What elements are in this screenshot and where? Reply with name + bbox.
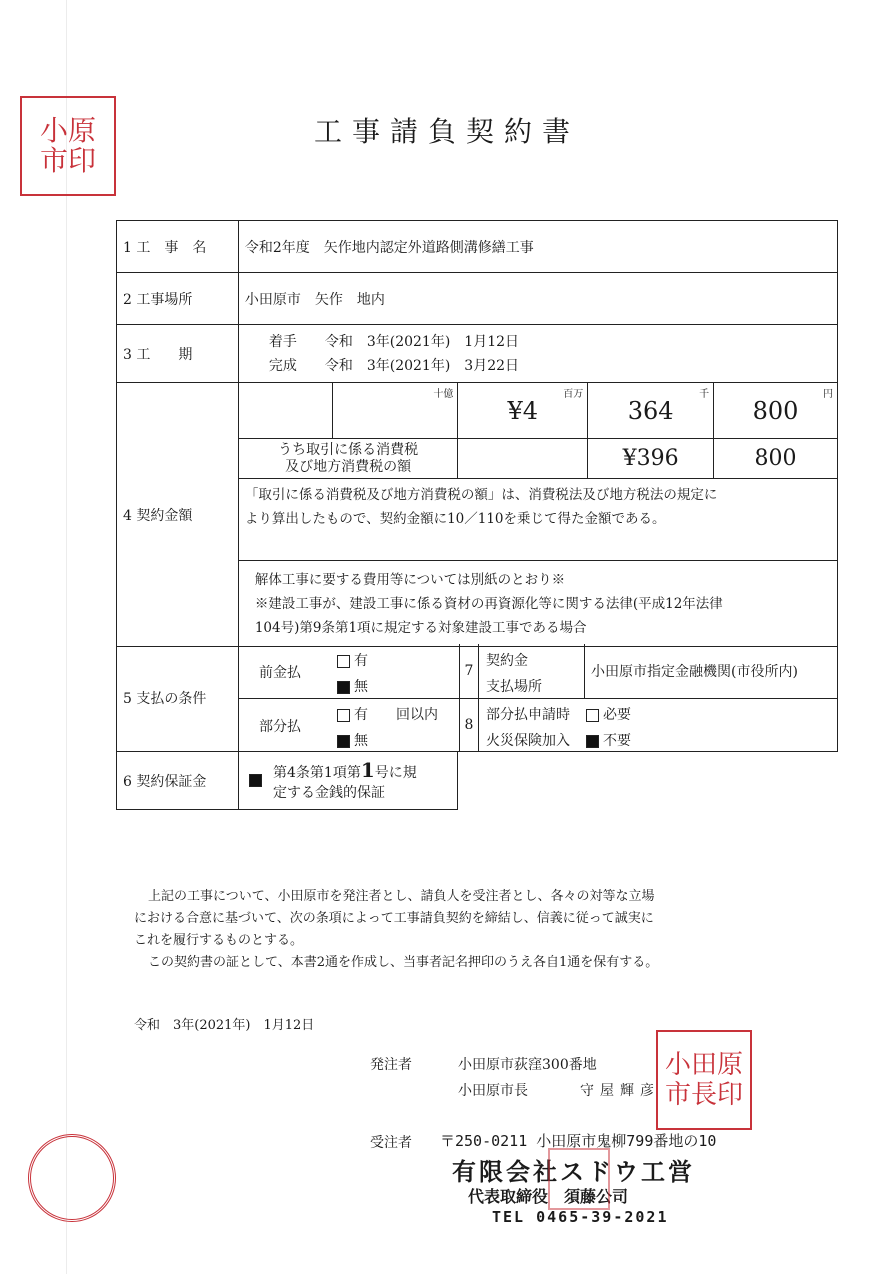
guarantee-line1-b: 号に規 (374, 765, 417, 781)
row3-label: 3 工 期 (117, 325, 239, 383)
row1-label: 1 工 事 名 (117, 221, 239, 273)
unit-juoku: 十億 (433, 389, 454, 400)
body-line-3: これを履行するものとする。 (134, 933, 304, 948)
advance-no-label: 無 (354, 679, 368, 695)
unit-en: 円 (823, 389, 833, 400)
tax-thousand: ¥396 (588, 439, 714, 479)
need-label: 必要 (603, 707, 631, 723)
item-8-number: 8 (460, 698, 479, 752)
city-seal-left: 小原 市印 (20, 96, 116, 196)
project-location: 小田原市 矢作 地内 (238, 273, 837, 325)
payment-block (116, 644, 838, 752)
guarantee-row (116, 752, 458, 810)
project-name: 令和2年度 矢作地内認定外道路側溝修繕工事 (238, 221, 837, 273)
contract-table (116, 220, 838, 647)
fire-insurance-label: 火災保険加入 (486, 733, 570, 749)
row5-label: 5 支払の条件 (117, 644, 239, 752)
tax-label: うち取引に係る消費税 及び地方消費税の額 (238, 439, 458, 479)
not-need-checkbox (586, 735, 599, 748)
advance-label: 前金払 (259, 665, 301, 681)
partial-times: 回以内 (396, 707, 438, 723)
guarantee-line2: 定する金銭的保証 (273, 785, 385, 801)
advance-no-checkbox (337, 681, 350, 694)
contractor-representative: 代表取締役 須藤公司 (468, 1187, 629, 1206)
partial-yes-label: 有 (354, 707, 368, 723)
guarantee-number: 1 (360, 758, 375, 782)
partial-request-label: 部分払申請時 (486, 707, 570, 723)
advance-yes-label: 有 (354, 653, 368, 669)
amount-thousand: 364 (627, 396, 674, 425)
start-label: 着手 (268, 333, 297, 350)
not-need-label: 不要 (603, 733, 631, 749)
contractor-company: 有限会社スドウ工営 (452, 1157, 695, 1186)
document-title: 工事請負契約書 (313, 115, 580, 148)
row6-label: 6 契約保証金 (117, 752, 239, 809)
representative-seal (548, 1148, 610, 1210)
contract-body (134, 886, 734, 974)
body-line-2: における合意に基づいて、次の条項によって工事請負契約を締結し、信義に従って誠実に (134, 911, 654, 926)
law-note-2: 104号)第9条第1項に規定する対象建設工事である場合 (254, 619, 587, 636)
orderer-address: 小田原市荻窪300番地 (458, 1057, 597, 1073)
contractor-tel: TEL 0465-39-2021 (492, 1208, 669, 1226)
law-note-1: ※建設工事が、建設工事に係る資材の再資源化等に関する法律(平成12年法律 (254, 595, 723, 612)
item-7-number: 7 (460, 644, 479, 698)
demolition-note: 解体工事に要する費用等については別紙のとおり※ (254, 571, 566, 588)
end-date: 令和 3年(2021年) 3月22日 (324, 357, 520, 374)
advance-yes-checkbox (337, 655, 350, 668)
orderer-title: 小田原市長 (458, 1083, 528, 1099)
partial-label: 部分払 (259, 719, 301, 735)
tax-note-1: 「取引に係る消費税及び地方消費税の額」は、消費税法及び地方税法の規定に (244, 487, 718, 503)
row2-label: 2 工事場所 (117, 273, 239, 325)
contractor-address: 〒250-0211 小田原市鬼柳799番地の10 (440, 1132, 717, 1150)
pay-place-value: 小田原市指定金融機関(市役所内) (584, 644, 838, 698)
row4-label: 4 契約金額 (117, 383, 239, 647)
amount-million: ¥4 (507, 396, 539, 425)
orderer-label: 発注者 (370, 1057, 412, 1073)
guarantee-checkbox (249, 774, 262, 787)
contract-date: 令和 3年(2021年) 1月12日 (134, 1018, 315, 1033)
body-line-4: この契約書の証として、本書2通を作成し、当事者記名押印のうえ各自1通を保有する。 (148, 955, 659, 970)
pay-place-label-1: 契約金 (486, 653, 528, 669)
guarantee-line1-a: 第4条第1項第 (273, 765, 361, 781)
start-date: 令和 3年(2021年) 1月12日 (324, 333, 520, 350)
orderer-name: 守屋輝彦 (580, 1083, 660, 1099)
unit-sen: 千 (699, 389, 710, 400)
tax-note-2: より算出したもので、契約金額に10／110を乗じて得た金額である。 (244, 511, 666, 527)
body-line-1: 上記の工事について、小田原市を発注者とし、請負人を受注者とし、各々の対等な立場 (148, 889, 655, 904)
amount-yen: 800 (752, 396, 799, 425)
end-label: 完成 (268, 357, 297, 374)
pay-place-label-2: 支払場所 (486, 679, 542, 695)
partial-no-label: 無 (354, 733, 368, 749)
contractor-label: 受注者 (370, 1135, 412, 1151)
company-seal (28, 1134, 116, 1222)
mayor-seal: 小田原 市長印 (656, 1030, 752, 1130)
tax-yen: 800 (714, 439, 838, 479)
partial-yes-checkbox (337, 709, 350, 722)
need-checkbox (586, 709, 599, 722)
partial-no-checkbox (337, 735, 350, 748)
unit-hyakuman: 百万 (563, 389, 584, 400)
